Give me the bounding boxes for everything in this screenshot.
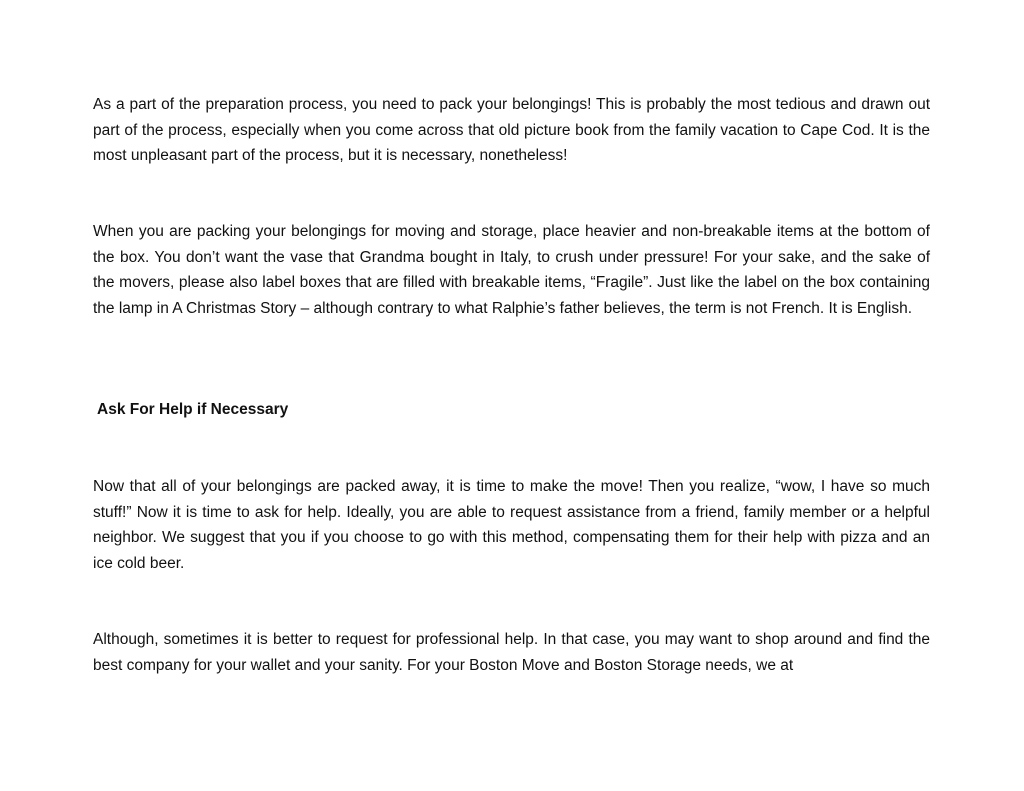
- section-heading-ask-for-help: Ask For Help if Necessary: [97, 401, 289, 418]
- paragraph-packing-tips: When you are packing your belongings for moving and storage, place heavier and non-breakable items at the bottom of the box. You don’t want the vase that Grandma bought in Italy, to crush under pressure! For your sake, and the sake of the movers, please also label boxes that are filled with breakable items, “Fragile”. Just like the label on the box containing the lamp in A Christmas Story – although contrary to what Ralphie’s father believes, the term is not French. It is English.: [93, 223, 930, 317]
- paragraph-packing-intro: As a part of the preparation process, you need to pack your belongings! This is probably the most tedious and drawn out part of the process, especially when you come across that old picture book from the family vacation to Cape Cod. It is the most unpleasant part of the process, but it is necessary, nonetheless!: [93, 96, 930, 164]
- paragraph-ask-friends: Now that all of your belongings are packed away, it is time to make the move! Then you realize, “wow, I have so much stuff!” Now it is time to ask for help. Ideally, you are able to request assistance from a friend, family member or a helpful neighbor. We suggest that you if you choose to go with this method, compensating them for their help with pizza and an ice cold beer.: [93, 478, 930, 572]
- paragraph-professional-help: Although, sometimes it is better to request for professional help. In that case, you may want to shop around and find the best company for your wallet and your sanity. For your Boston Move and Boston Storage needs, we at: [93, 631, 930, 674]
